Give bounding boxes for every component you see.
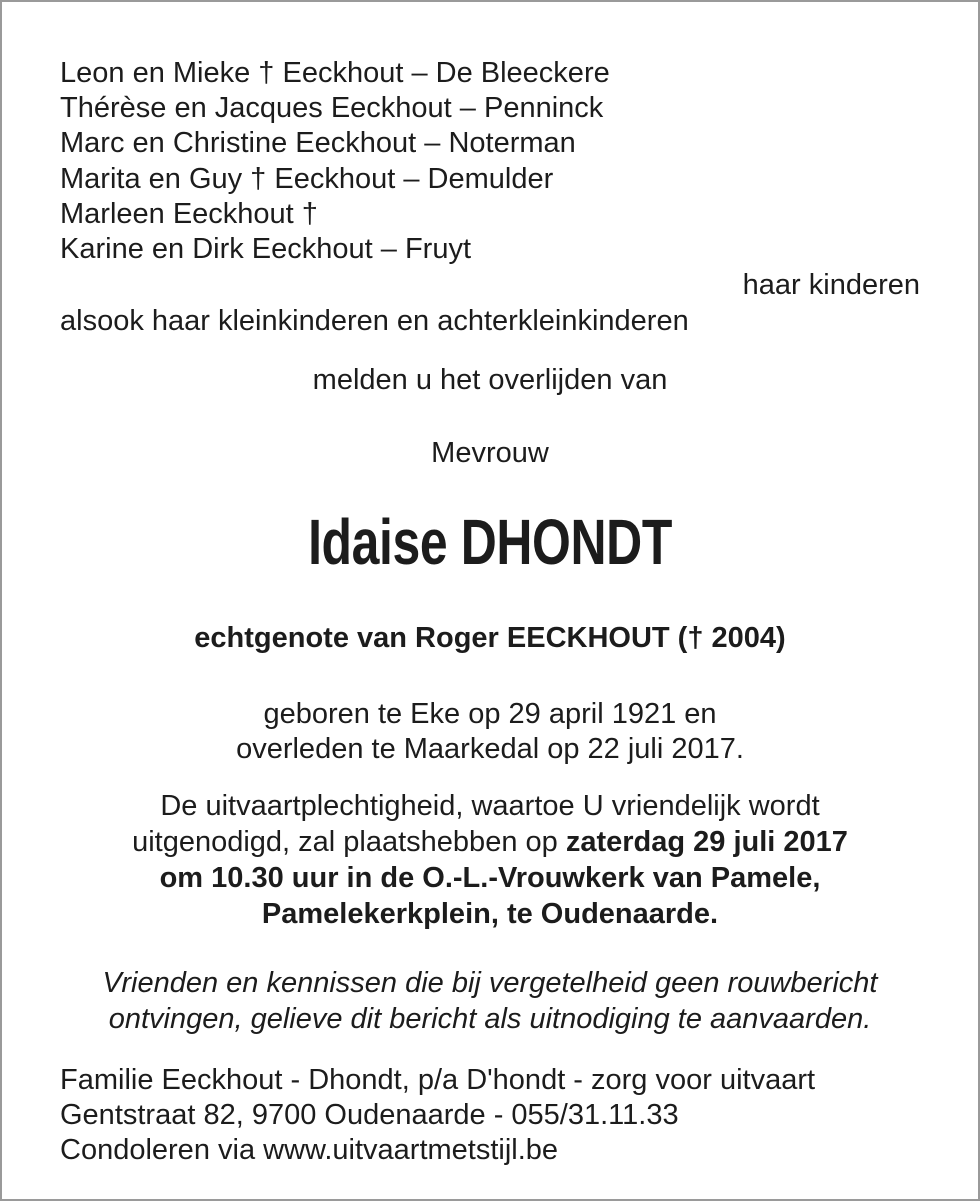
family-line: Marita en Guy † Eeckhout – Demulder bbox=[60, 163, 554, 195]
contact-family: Familie Eeckhout - Dhondt, p/a D'hondt - zorg voor uitvaart bbox=[60, 1064, 816, 1096]
contact-address: Gentstraat 82, 9700 Oudenaarde - 055/31.11.33 bbox=[60, 1099, 679, 1131]
funeral-line bbox=[2, 825, 978, 860]
notice-line: Vrienden en kennissen die bij vergetelheid geen rouwbericht bbox=[102, 967, 878, 999]
deceased-name: Idaise DHONDT bbox=[308, 506, 672, 578]
family-line: Marleen Eeckhout † bbox=[60, 198, 318, 230]
funeral-invite-text: uitgenodigd, zal plaatshebben op bbox=[132, 826, 566, 858]
family-line: Thérèse en Jacques Eeckhout – Penninck bbox=[60, 92, 604, 124]
spouse-line: echtgenote van Roger EECKHOUT († 2004) bbox=[194, 622, 786, 654]
funeral-time-place: om 10.30 uur in de O.-L.-Vrouwkerk van Pamele, bbox=[159, 862, 821, 894]
family-line: Leon en Mieke † Eeckhout – De Bleeckere bbox=[60, 57, 610, 89]
announcement-intro: melden u het overlijden van bbox=[312, 364, 668, 396]
funeral-date: zaterdag 29 juli 2017 bbox=[565, 826, 848, 858]
children-label: haar kinderen bbox=[742, 269, 920, 301]
honorific: Mevrouw bbox=[431, 437, 549, 469]
funeral-line: De uitvaartplechtigheid, waartoe U vriendelijk wordt bbox=[160, 790, 820, 822]
birth-line: geboren te Eke op 29 april 1921 en bbox=[263, 698, 717, 730]
death-line: overleden te Maarkedal op 22 juli 2017. bbox=[236, 733, 744, 765]
funeral-address: Pamelekerkplein, te Oudenaarde. bbox=[261, 898, 719, 930]
grandchildren-line: alsook haar kleinkinderen en achterkleinkinderen bbox=[60, 305, 689, 337]
condolence-link: Condoleren via www.uitvaartmetstijl.be bbox=[60, 1134, 559, 1166]
family-line: Marc en Christine Eeckhout – Noterman bbox=[60, 127, 576, 159]
notice-line: ontvingen, gelieve dit bericht als uitnodiging te aanvaarden. bbox=[108, 1003, 872, 1035]
family-line: Karine en Dirk Eeckhout – Fruyt bbox=[60, 233, 472, 265]
